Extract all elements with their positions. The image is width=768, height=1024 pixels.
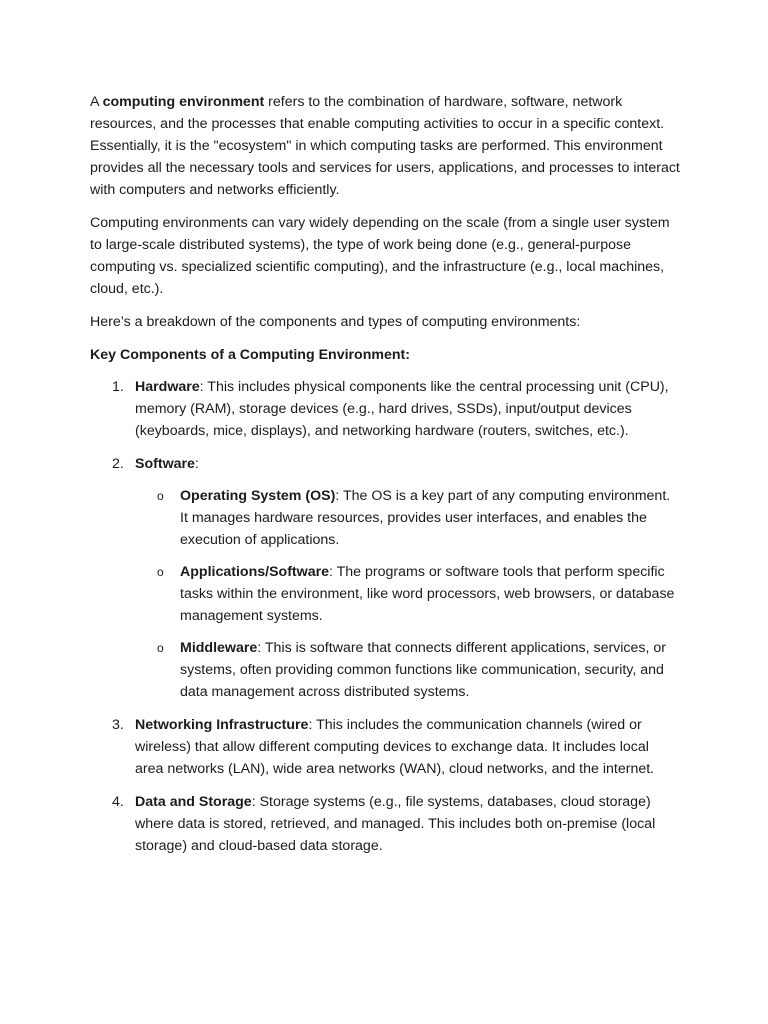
components-list <box>90 376 680 857</box>
list-item-data-storage <box>90 791 680 857</box>
intro-paragraph-2: Computing environments can vary widely depending on the scale (from a single user system to large-scale distributed systems), the type of work being done (e.g., general-purpose computing vs. specialized scientific computing), and the infrastructure (e.g., local machines, cloud, etc.). <box>90 215 670 297</box>
item-text: : Storage systems (e.g., file systems, databases, cloud storage) where data is stored, retrieved, and managed. This includes both on-premise (local storage) and cloud-based data storage. <box>135 794 656 854</box>
list-number: 1. <box>112 379 124 395</box>
item-text: : This includes physical components like the central processing unit (CPU), memory (RAM), storage devices (e.g., hard drives, SSDs), input/output devices (keyboards, mice, displays), and networking hardware (routers, switches, etc.). <box>135 379 669 439</box>
item-term: Hardware <box>135 379 200 395</box>
list-number: 4. <box>112 794 124 810</box>
subitem-term: Middleware <box>180 640 258 656</box>
sublist-item-middleware <box>135 637 680 703</box>
bullet-circle-icon: o <box>157 489 164 503</box>
list-number: 2. <box>112 456 124 472</box>
item-text: : This includes the communication channels (wired or wireless) that allow different computing devices to exchange data. It includes local area networks (LAN), wide area networks (WAN), cloud networks, and the internet. <box>135 717 655 777</box>
list-number: 3. <box>112 717 124 733</box>
subitem-text: : The programs or software tools that perform specific tasks within the environment, like word processors, web browsers, or database management systems. <box>180 564 675 624</box>
section-heading: Key Components of a Computing Environment: <box>90 347 411 363</box>
list-item-networking <box>90 714 680 780</box>
subitem-term: Applications/Software <box>180 564 329 580</box>
list-item-software <box>90 453 680 703</box>
item-term: Networking Infrastructure <box>135 717 309 733</box>
subitem-text: : The OS is a key part of any computing environment. It manages hardware resources, provides user interfaces, and enables the execution of applications. <box>180 488 671 548</box>
item-term: Data and Storage <box>135 794 252 810</box>
intro-prefix: A <box>90 94 103 110</box>
software-sublist <box>135 485 680 703</box>
item-term: Software <box>135 456 195 472</box>
sublist-item-applications <box>135 561 680 627</box>
item-text: : <box>194 456 199 472</box>
intro-bold-term: computing environment <box>102 94 265 110</box>
sublist-item-os <box>135 485 680 551</box>
intro-paragraph-1 <box>90 91 680 201</box>
intro-paragraph-3: Here’s a breakdown of the components and types of computing environments: <box>90 314 581 330</box>
document-page <box>90 91 680 868</box>
subitem-text: : This is software that connects different applications, services, or systems, often providing common functions like communication, security, and data management across distributed systems. <box>180 640 667 700</box>
subitem-term: Operating System (OS) <box>180 488 336 504</box>
intro-rest: refers to the combination of hardware, software, network resources, and the processes that enable computing activities to occur in a specific context. Essentially, it is the "ecosystem" in which computing tasks are performed. This environment provides all the necessary tools and services for users, applications, and processes to interact with computers and networks efficiently. <box>90 94 680 198</box>
bullet-circle-icon: o <box>157 565 164 579</box>
bullet-circle-icon: o <box>157 641 164 655</box>
list-item-hardware <box>90 376 680 442</box>
